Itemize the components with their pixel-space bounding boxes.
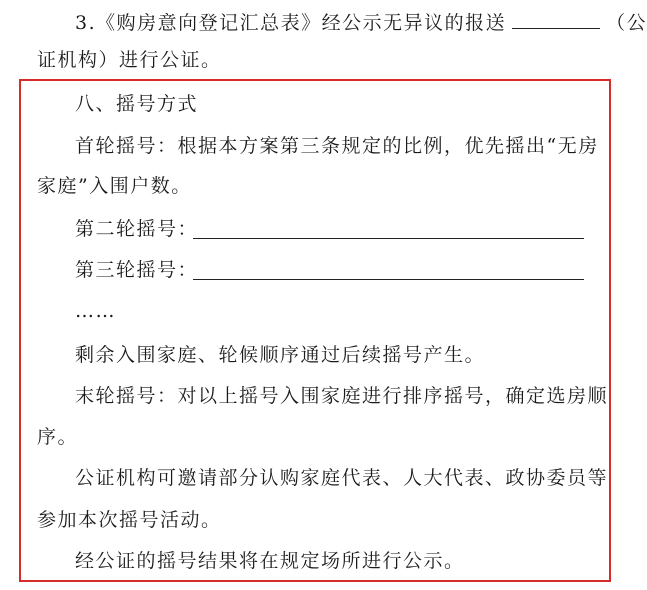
remaining-households: 剩余入围家庭、轮候顺序通过后续摇号产生。 xyxy=(75,344,486,366)
institution-blank xyxy=(512,12,600,29)
first-round-line-2: 家庭”入围户数。 xyxy=(37,175,192,197)
intro-line-1-text: 3.《购房意向登记汇总表》经公示无异议的报送 xyxy=(75,12,507,34)
last-round-line-1: 末轮摇号：对以上摇号入围家庭进行排序摇号，确定选房顺 xyxy=(75,385,609,407)
intro-line-2: 证机构）进行公证。 xyxy=(37,49,222,71)
intro-line-1 xyxy=(75,11,647,35)
notary-line-2: 参加本次摇号活动。 xyxy=(37,509,222,531)
last-round-line-2: 序。 xyxy=(37,426,79,448)
third-round-blank xyxy=(193,279,584,280)
intro-line-1-tail: （公 xyxy=(606,12,647,34)
notary-line-1: 公证机构可邀请部分认购家庭代表、人大代表、政协委员等 xyxy=(75,467,609,489)
publicity-line: 经公证的摇号结果将在规定场所进行公示。 xyxy=(75,550,465,572)
ellipsis: …… xyxy=(75,300,116,322)
first-round-line-1: 首轮摇号：根据本方案第三条规定的比例，优先摇出“无房 xyxy=(75,135,599,157)
second-round-blank xyxy=(193,238,584,239)
second-round-label: 第二轮摇号： xyxy=(75,218,199,240)
third-round-label: 第三轮摇号： xyxy=(75,259,199,281)
section-heading: 八、摇号方式 xyxy=(75,93,199,115)
